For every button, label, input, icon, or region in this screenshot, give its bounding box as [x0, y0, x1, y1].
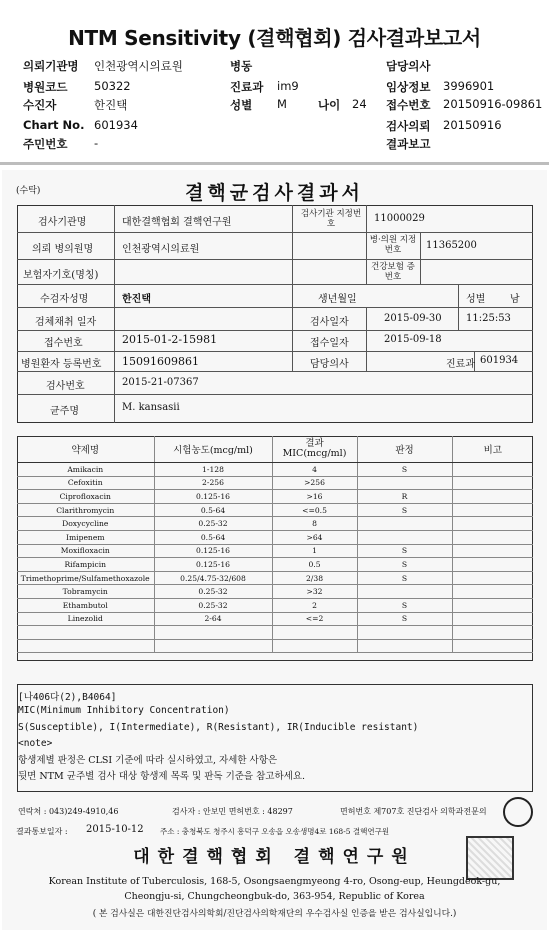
header-value: 50322	[94, 79, 131, 93]
label-doctor: 담당의사	[310, 359, 349, 370]
address-line-1: Korean Institute of Tuberculosis, 168-5, Osongsaengmyeong 4-ro, Osong-eup, Heungdeok-gu,	[48, 876, 501, 887]
mic-result: 2	[272, 598, 357, 612]
round-seal-icon	[503, 797, 533, 827]
drug-name: Moxifloxacin	[17, 544, 154, 558]
interpretation: S	[357, 571, 452, 585]
test-concentration: 0.125-16	[154, 490, 272, 504]
test-concentration: 0.5-64	[154, 503, 272, 517]
header-drug: 약제명	[17, 436, 154, 463]
value-lab: 대한결핵협회 결핵연구원	[122, 217, 232, 228]
header-label: 의뢰기관명	[23, 59, 79, 73]
header-value: 20150916	[443, 118, 502, 132]
table-row	[17, 490, 533, 504]
header-value: M	[277, 97, 287, 111]
label-species: 균주명	[50, 406, 79, 417]
remark	[452, 517, 533, 531]
report-date-label: 결과통보일자 :	[16, 827, 68, 836]
organization-name: 대한결핵협회 결핵연구원	[133, 847, 416, 867]
value-sex: 남	[510, 294, 520, 305]
header-value: -	[94, 136, 99, 150]
interpretation: S	[357, 612, 452, 626]
remark	[452, 544, 533, 558]
label-department: 진료과	[446, 359, 475, 370]
label-insurance-no: 건강보험 증번호	[371, 262, 415, 282]
certification-note: ( 본 검사실은 대한진단검사의학회/진단검사의학재단의 우수검사실 인증을 받은 검사실입니다.)	[92, 909, 457, 919]
divider	[0, 162, 549, 165]
value-hospital-code: 11365200	[426, 240, 477, 251]
drug-name: Rifampicin	[17, 558, 154, 572]
header-label: 임상정보	[386, 80, 431, 94]
mic-result: >16	[272, 490, 357, 504]
doc-title: 결핵균검사결과서	[185, 182, 364, 204]
interpretation: R	[357, 490, 452, 504]
header-interpretation: 판정	[357, 436, 452, 463]
table-row	[17, 639, 533, 653]
mic-result: >256	[272, 476, 357, 490]
doc-tag: (수탁)	[16, 186, 41, 196]
table-row	[17, 544, 533, 558]
examiner: 검사자 : 안보민 면허번호 : 48297	[172, 807, 293, 816]
header-value: 3996901	[443, 79, 495, 93]
test-concentration: 0.25-32	[154, 598, 272, 612]
value-test-time: 11:25:53	[466, 313, 511, 324]
mic-result: <=0.5	[272, 503, 357, 517]
header-value: 24	[352, 97, 367, 111]
test-concentration	[154, 626, 272, 640]
value-test-date: 2015-09-30	[384, 313, 442, 324]
drug-name	[17, 626, 154, 640]
header-label: 병원코드	[23, 80, 68, 94]
label-lab-code: 검사기관 지정번호	[300, 209, 362, 229]
label-registration: 병원환자 등록번호	[21, 359, 102, 370]
page-title: NTM Sensitivity (결핵협회) 검사결과보고서	[68, 26, 481, 50]
note-line: 항생제별 판정은 CLSI 기준에 따라 실시하였고, 자세한 사항은	[18, 755, 278, 766]
interpretation	[357, 626, 452, 640]
table-row	[17, 463, 533, 477]
test-concentration: 2-256	[154, 476, 272, 490]
header-value: 인천광역시의료원	[94, 59, 183, 73]
header-label: 병동	[230, 59, 253, 73]
label-receipt-date: 접수일자	[310, 338, 349, 349]
test-concentration	[154, 639, 272, 653]
value-lab-code: 11000029	[374, 213, 425, 224]
test-concentration: 0.25/4.75-32/608	[154, 571, 272, 585]
header-label: 수진자	[23, 98, 57, 112]
header-label: 담당의사	[386, 59, 431, 73]
mic-result	[272, 639, 357, 653]
interpretation: S	[357, 544, 452, 558]
mic-result: <=2	[272, 612, 357, 626]
header-label: 성별	[230, 98, 253, 112]
header-label: 검사의뢰	[386, 119, 431, 133]
value-species: M. kansasii	[122, 402, 180, 413]
label-insurer: 보험자기호(명칭)	[23, 270, 99, 281]
remark	[452, 571, 533, 585]
header-label: Chart No.	[23, 118, 85, 132]
address-kr: 주소 : 충청북도 청주시 흥덕구 오송읍 오송생명4로 168-5 결핵연구원	[160, 827, 390, 836]
table-row	[17, 558, 533, 572]
table-row	[17, 585, 533, 599]
header-value: 한진택	[94, 98, 128, 112]
interpretation	[357, 639, 452, 653]
note-line: 뒷면 NTM 균주별 검사 대상 항생제 목록 및 판독 기준을 참고하세요.	[18, 771, 306, 782]
note-line: S(Susceptible), I(Intermediate), R(Resistant), IR(Inducible resistant)	[18, 722, 419, 733]
mic-result: 8	[272, 517, 357, 531]
test-concentration: 0.5-64	[154, 530, 272, 544]
remark	[452, 639, 533, 653]
header-mic: 결과 MIC(mcg/ml)	[272, 436, 357, 463]
table-row	[17, 530, 533, 544]
label-patient: 수검자성명	[40, 294, 89, 305]
remark	[452, 476, 533, 490]
note-line: MIC(Minimum Inhibitory Concentration)	[18, 705, 230, 716]
value-receipt-no: 2015-01-2-15981	[122, 333, 218, 346]
note-line: [나406다(2),B4064]	[18, 692, 117, 703]
label-lab: 검사기관명	[38, 217, 87, 228]
drug-name: Doxycycline	[17, 517, 154, 531]
license: 면허번호 제707호 진단검사 의학과전문의	[340, 807, 487, 816]
remark	[452, 530, 533, 544]
table-row	[17, 626, 533, 640]
test-concentration: 0.125-16	[154, 558, 272, 572]
drug-name: Linezolid	[17, 612, 154, 626]
test-concentration: 0.125-16	[154, 544, 272, 558]
label-test-no: 검사번호	[46, 381, 85, 392]
header-label: 나이	[318, 98, 341, 112]
table-row	[17, 476, 533, 490]
remark	[452, 503, 533, 517]
drug-name: Clarithromycin	[17, 503, 154, 517]
contact: 연락처 : 043)249-4910,46	[18, 807, 119, 816]
remark	[452, 463, 533, 477]
drug-name	[17, 639, 154, 653]
label-sex: 성별	[466, 294, 486, 305]
interpretation	[357, 585, 452, 599]
drug-table	[17, 436, 533, 653]
value-hospital: 인천광역시의료원	[122, 244, 200, 255]
test-concentration: 0.25-32	[154, 585, 272, 599]
remark	[452, 490, 533, 504]
mic-result	[272, 626, 357, 640]
header-value: 20150916-09861	[443, 97, 543, 111]
report-date: 2015-10-12	[86, 824, 144, 835]
remark	[452, 598, 533, 612]
test-concentration: 2-64	[154, 612, 272, 626]
value-patient: 한진택	[122, 294, 151, 305]
label-test-date: 검사일자	[310, 317, 349, 328]
mic-result: 0.5	[272, 558, 357, 572]
drug-table-header	[17, 436, 533, 463]
drug-name: Ethambutol	[17, 598, 154, 612]
drug-name: Trimethoprime/Sulfamethoxazole	[17, 571, 154, 585]
header-value: 601934	[94, 118, 138, 132]
remark	[452, 585, 533, 599]
drug-name: Cefoxitin	[17, 476, 154, 490]
drug-name: Tobramycin	[17, 585, 154, 599]
table-row	[17, 503, 533, 517]
header-label: 주민번호	[23, 137, 68, 151]
label-receipt-no: 접수번호	[44, 338, 83, 349]
value-receipt-date: 2015-09-18	[384, 334, 442, 345]
remark	[452, 626, 533, 640]
drug-name: Ciprofloxacin	[17, 490, 154, 504]
drug-name: Amikacin	[17, 463, 154, 477]
note-line: <note>	[18, 738, 53, 749]
interpretation: S	[357, 463, 452, 477]
label-hospital-code: 병·의원 지정번호	[369, 235, 417, 255]
interpretation: S	[357, 598, 452, 612]
table-row	[17, 571, 533, 585]
interpretation	[357, 476, 452, 490]
label-birth: 생년월일	[318, 294, 357, 305]
header-label: 접수번호	[386, 98, 431, 112]
interpretation: S	[357, 558, 452, 572]
value-registration: 15091609861	[122, 355, 199, 368]
interpretation	[357, 517, 452, 531]
mic-result: >64	[272, 530, 357, 544]
label-hospital: 의뢰 병의원명	[32, 244, 94, 255]
drug-name: Imipenem	[17, 530, 154, 544]
label-collect-date: 검체채취 일자	[35, 317, 97, 328]
table-row	[17, 612, 533, 626]
header-label: 결과보고	[386, 137, 431, 151]
header-remark: 비고	[452, 436, 533, 463]
mic-result: 1	[272, 544, 357, 558]
address-line-2: Cheongju-si, Chungcheongbuk-do, 363-954, Republic of Korea	[124, 891, 425, 902]
table-row	[17, 517, 533, 531]
header-value: im9	[277, 79, 299, 93]
interpretation	[357, 530, 452, 544]
table-row	[17, 598, 533, 612]
remark	[452, 558, 533, 572]
square-seal-icon	[466, 836, 514, 880]
mic-result: 2/38	[272, 571, 357, 585]
test-concentration: 1-128	[154, 463, 272, 477]
mic-result: >32	[272, 585, 357, 599]
mic-result: 4	[272, 463, 357, 477]
value-test-no: 2015-21-07367	[122, 377, 199, 388]
value-department: 601934	[480, 355, 519, 366]
test-concentration: 0.25-32	[154, 517, 272, 531]
interpretation: S	[357, 503, 452, 517]
header-concentration: 시험농도(mcg/ml)	[154, 436, 272, 463]
remark	[452, 612, 533, 626]
header-label: 진료과	[230, 80, 264, 94]
